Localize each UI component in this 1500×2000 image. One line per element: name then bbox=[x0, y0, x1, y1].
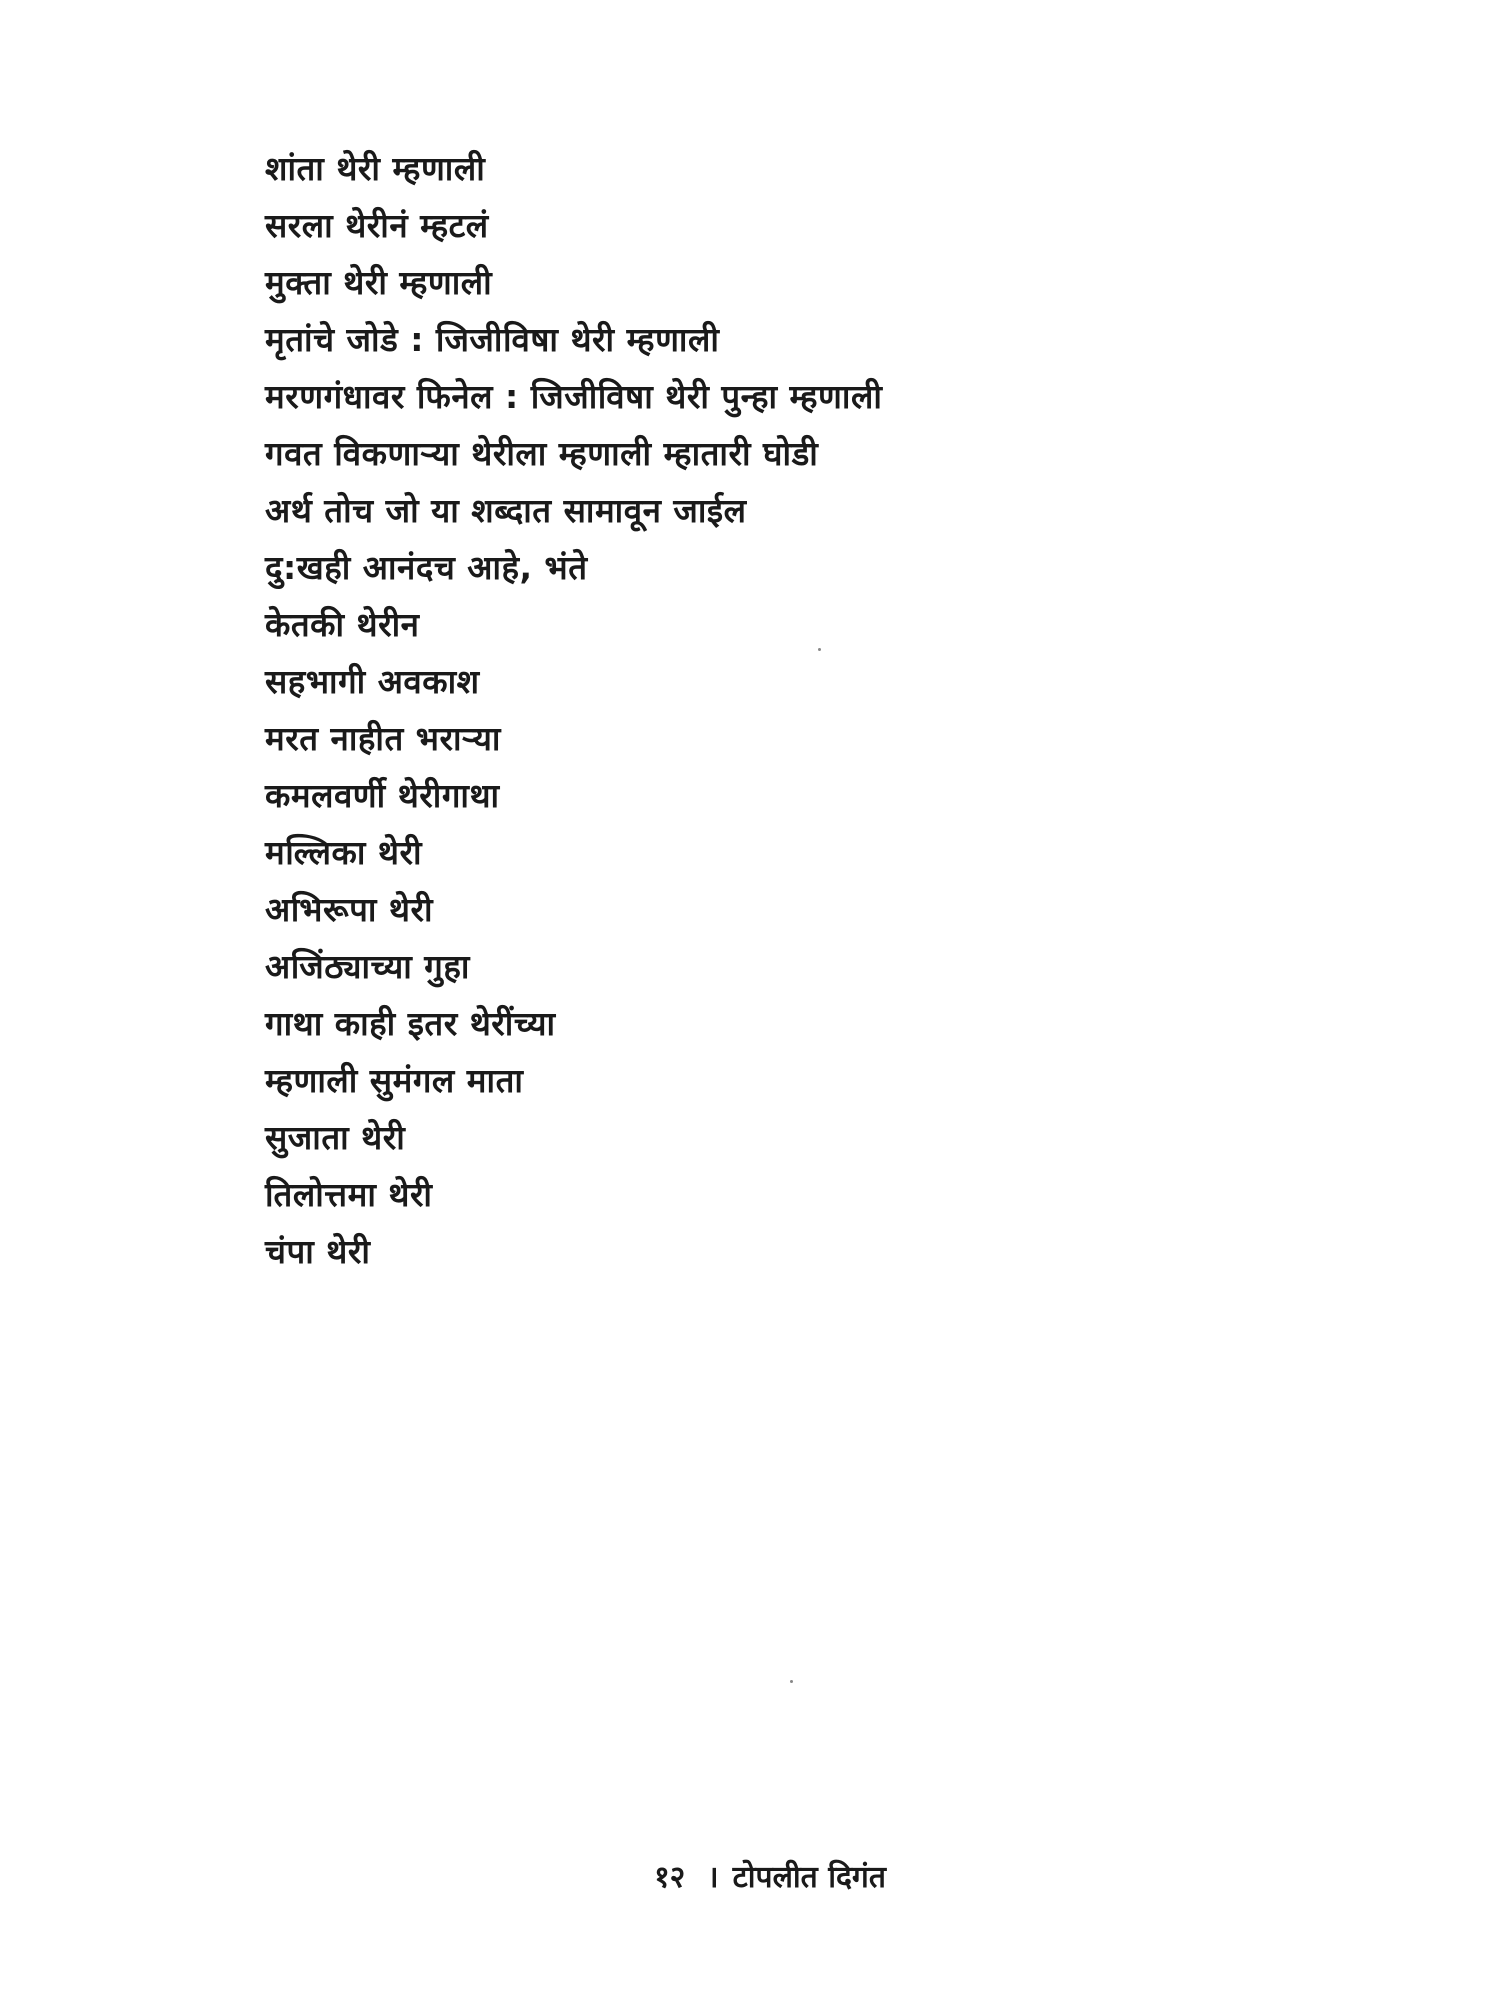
contents-entry: मल्लिका थेरी bbox=[265, 833, 423, 872]
contents-entry: अर्थ तोच जो या शब्दात सामावून जाईल bbox=[265, 491, 747, 530]
book-title: टोपलीत दिगंत bbox=[732, 1860, 886, 1895]
page-number: १२ bbox=[654, 1860, 686, 1895]
contents-entry: सुजाता थेरी bbox=[265, 1118, 406, 1157]
contents-entry: अजिंठ्याच्या गुहा bbox=[265, 947, 470, 986]
scan-speck bbox=[790, 1680, 793, 1683]
contents-entry: शांता थेरी म्हणाली bbox=[265, 149, 486, 188]
contents-entry: दु:खही आनंदच आहे, भंते bbox=[265, 548, 588, 587]
contents-entry: केतकी थेरीन bbox=[265, 605, 420, 644]
contents-entry: अभिरूपा थेरी bbox=[265, 890, 434, 929]
contents-entry: सरला थेरीनं म्हटलं bbox=[265, 206, 489, 245]
contents-entry: सहभागी अवकाश bbox=[265, 662, 480, 701]
contents-entry: गवत विकणाऱ्या थेरीला म्हणाली म्हातारी घोडी bbox=[265, 434, 819, 473]
contents-entry: कमलवर्णी थेरीगाथा bbox=[265, 776, 500, 815]
footer-separator: । bbox=[707, 1860, 719, 1895]
contents-entry: चंपा थेरी bbox=[265, 1232, 371, 1271]
contents-entry: मरणगंधावर फिनेल : जिजीविषा थेरी पुन्हा म्हणाली bbox=[265, 377, 883, 416]
contents-entry: तिलोत्तमा थेरी bbox=[265, 1175, 433, 1214]
contents-entry: मुक्ता थेरी म्हणाली bbox=[265, 263, 493, 302]
contents-entry: मरत नाहीत भराऱ्या bbox=[265, 719, 501, 758]
page-footer bbox=[0, 1855, 1500, 1896]
contents-entry: गाथा काही इतर थेरींच्या bbox=[265, 1004, 556, 1043]
contents-entry: म्हणाली सुमंगल माता bbox=[265, 1061, 524, 1100]
contents-entry: मृतांचे जोडे : जिजीविषा थेरी म्हणाली bbox=[265, 320, 720, 359]
scan-speck bbox=[818, 648, 821, 651]
contents-list bbox=[265, 140, 882, 1280]
